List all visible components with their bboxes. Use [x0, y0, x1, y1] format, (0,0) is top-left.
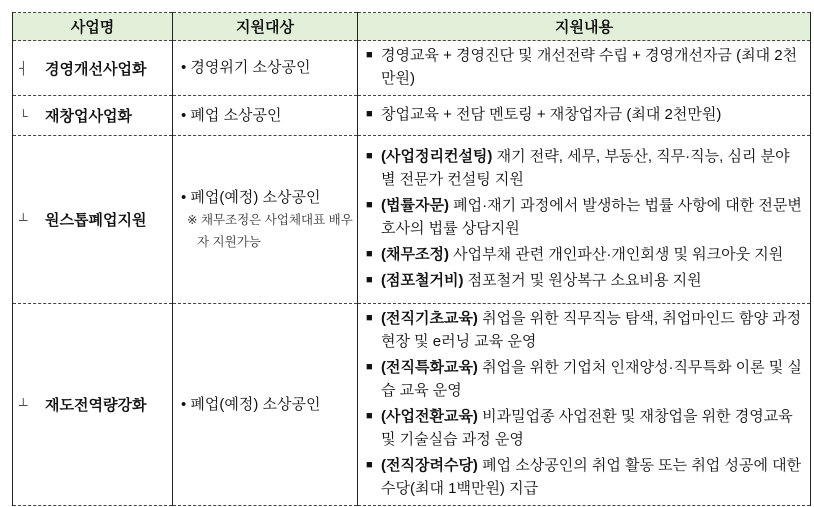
item-label: (전직기초교육)	[381, 310, 478, 327]
program-name-cell	[13, 41, 173, 96]
square-bullet-icon: ■	[366, 410, 373, 422]
item-text: 폐업 소상공인의 취업 활동 또는 취업 성공에 대한 수당(최대 1백만원) 지급	[381, 457, 802, 497]
content-cell	[358, 41, 811, 96]
header-content: 지원내용	[358, 13, 811, 41]
table-row	[13, 96, 811, 136]
item-label: (사업정리컨설팅)	[381, 148, 493, 165]
item-text: 사업부채 관련 개인파산·개인회생 및 워크아웃 지원	[448, 246, 784, 263]
list-item	[366, 44, 802, 90]
item-label: (채무조정)	[381, 246, 449, 263]
program-name-cell	[13, 304, 173, 506]
square-bullet-icon: ■	[366, 459, 373, 471]
tree-mark: └	[19, 108, 28, 123]
table-row	[13, 304, 811, 506]
square-bullet-icon: ■	[366, 49, 373, 61]
note-text: ※ 채무조정은 사업체대표 배우자 지원가능	[187, 212, 353, 249]
table-row	[13, 136, 811, 304]
target-cell: • 경영위기 소상공인	[173, 41, 358, 96]
item-label: (점포철거비)	[381, 272, 464, 289]
square-bullet-icon: ■	[366, 108, 373, 120]
header-row	[13, 13, 811, 41]
item-text: 점포철거 및 원상복구 소요비용 지원	[463, 272, 702, 289]
item-text: 경영교육 + 경영진단 및 개선전략 수립 + 경영개선자금 (최대 2천만원)	[381, 47, 798, 87]
item-label: (사업전환교육)	[381, 408, 478, 425]
support-program-table	[12, 12, 811, 506]
target-text: • 폐업(예정) 소상공인	[181, 188, 321, 206]
content-cell	[358, 136, 811, 304]
tree-mark: ┴	[19, 397, 28, 412]
header-program-name: 사업명	[13, 13, 173, 41]
list-item	[366, 454, 802, 500]
list-item	[366, 194, 802, 240]
program-name: 재도전역량강화	[45, 397, 147, 414]
item-label: (전직장려수당)	[381, 457, 478, 474]
list-item	[366, 405, 802, 451]
target-cell: • 폐업 소상공인	[173, 96, 358, 136]
content-cell	[358, 96, 811, 136]
program-name: 경영개선사업화	[45, 60, 147, 78]
tree-mark: ┤	[19, 61, 28, 75]
table-row	[13, 41, 811, 96]
list-item	[366, 103, 802, 126]
square-bullet-icon: ■	[366, 312, 373, 324]
list-item	[366, 269, 802, 292]
list-item	[366, 145, 802, 191]
list-item	[366, 307, 802, 353]
target-cell: • 폐업(예정) 소상공인	[173, 304, 358, 506]
item-text: 재기 전략, 세무, 부동산, 직무·직능, 심리 분야별 전문가 컨설팅 지원	[381, 148, 790, 188]
item-text: 취업을 위한 직무직능 탐색, 취업마인드 함양 과정 현장 및 e러닝 교육 운영	[381, 310, 802, 350]
item-label: (전직특화교육)	[381, 359, 478, 376]
square-bullet-icon: ■	[366, 248, 373, 260]
square-bullet-icon: ■	[366, 274, 373, 286]
square-bullet-icon: ■	[366, 361, 373, 373]
square-bullet-icon: ■	[366, 199, 373, 211]
list-item	[366, 243, 802, 266]
header-target: 지원대상	[173, 13, 358, 41]
program-name-cell	[13, 136, 173, 304]
content-cell	[358, 304, 811, 506]
target-cell	[173, 136, 358, 304]
item-text: 폐업·재기 과정에서 발생하는 법률 사항에 대한 전문변호사의 법률 상담지원	[381, 197, 802, 237]
square-bullet-icon: ■	[366, 150, 373, 162]
program-name-cell	[13, 96, 173, 136]
item-label: (법률자문)	[381, 197, 449, 214]
program-name: 원스톱폐업지원	[45, 212, 147, 229]
item-text: 비과밀업종 사업전환 및 재창업을 위한 경영교육 및 기술실습 과정 운영	[381, 408, 793, 448]
program-name: 재창업사업화	[45, 108, 132, 125]
tree-mark: ┴	[19, 212, 28, 227]
item-text: 취업을 위한 기업처 인재양성·직무특화 이론 및 실습 교육 운영	[381, 359, 802, 399]
item-text: 창업교육 + 전담 멘토링 + 재창업자금 (최대 2천만원)	[381, 106, 722, 123]
list-item	[366, 356, 802, 402]
